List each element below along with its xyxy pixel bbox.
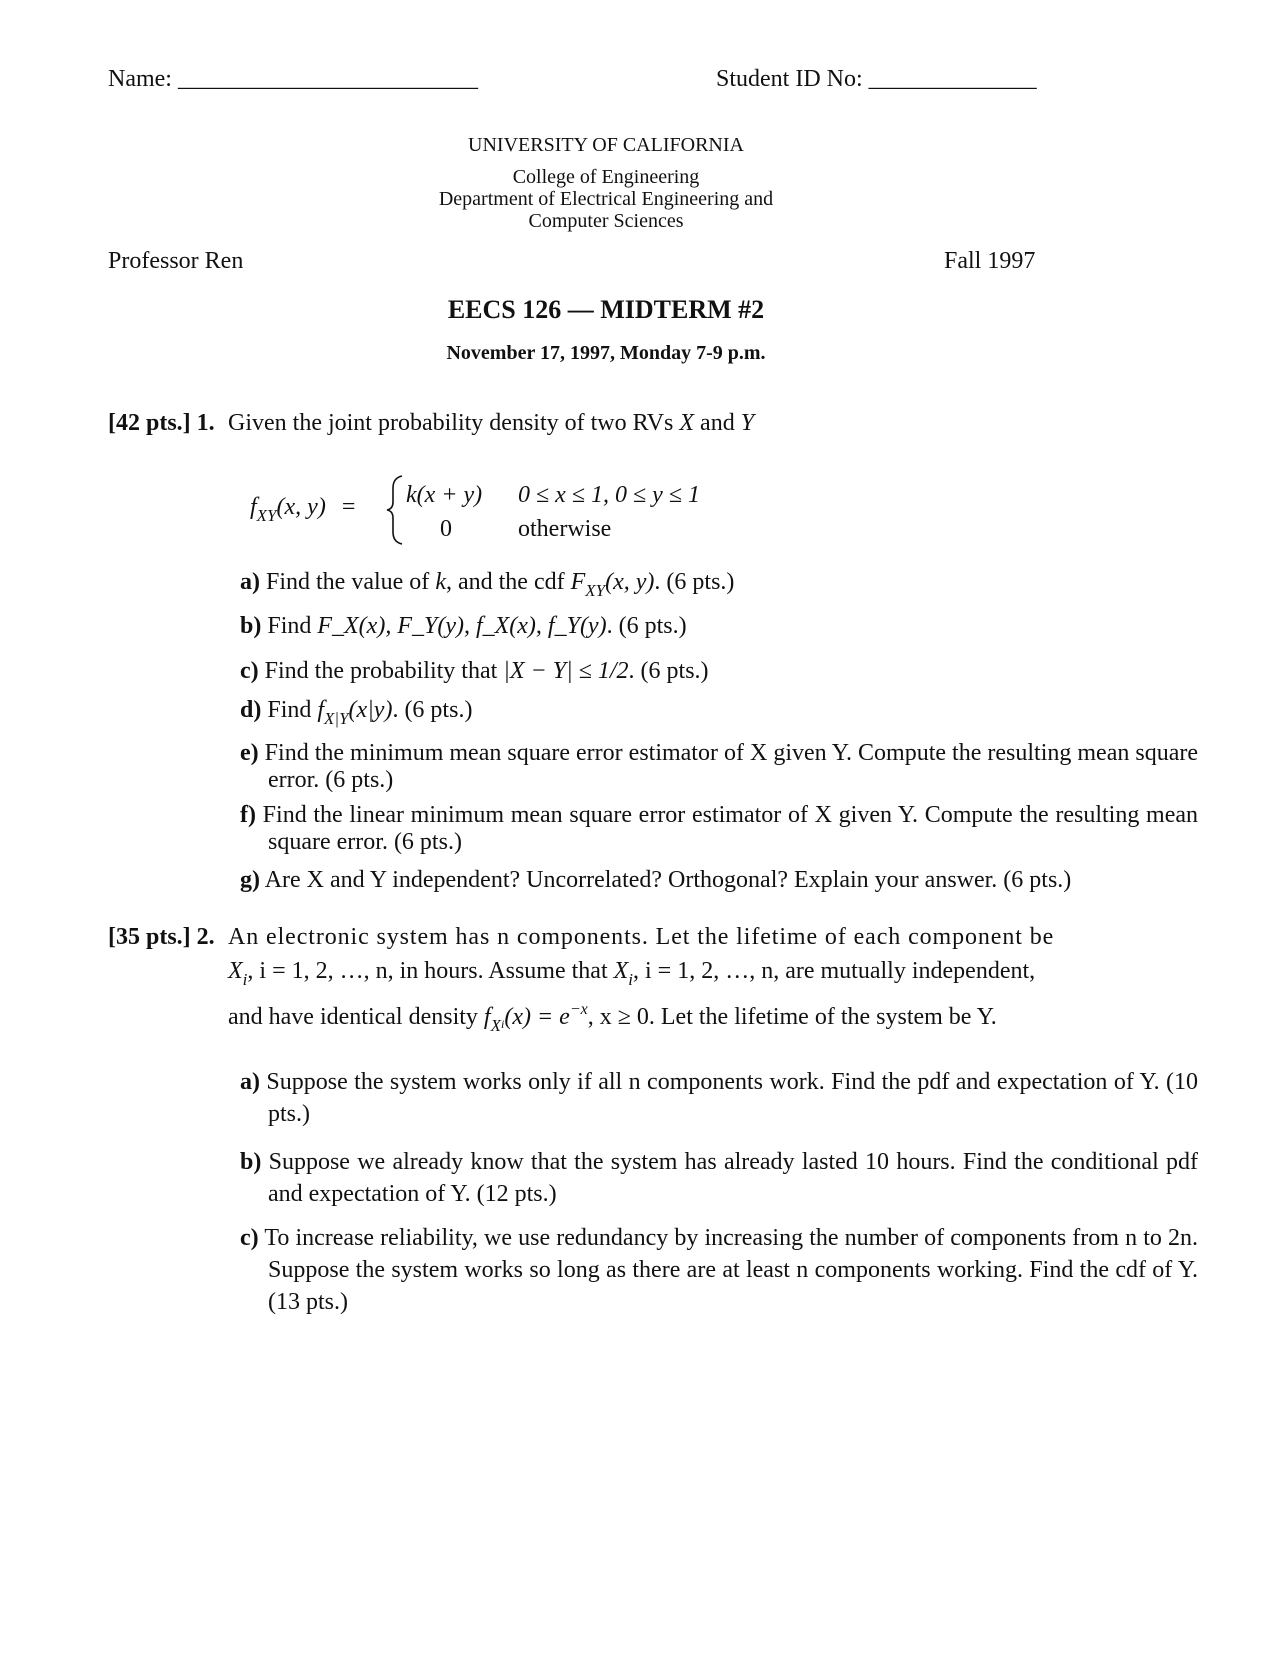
name-label: Name:	[108, 66, 172, 92]
name-blank: _________________________	[177, 66, 478, 92]
exam-title: EECS 126 — MIDTERM #2	[447, 295, 765, 324]
q2-line-2: $X_i$, i = 1, 2, …, n, in hours. Assume that $X_i$, i = 1, 2, …, n, are mutually independent,	[228, 958, 1036, 989]
exam-date: November 17, 1997, Monday 7-9 p.m.	[446, 342, 766, 364]
q2-part-b: b) Suppose we already know that the system has already lasted 10 hours. Find the conditional pdf and expectation of Y. (12 pts.)	[240, 1149, 1198, 1207]
q1-part-c: c) Find the probability that |X − Y| ≤ 1/2. (6 pts.)	[240, 658, 709, 684]
q1-part-g: g) Are X and Y independent? Uncorrelated? Orthogonal? Explain your answer. (6 pts.)	[240, 867, 1072, 893]
case1-expression: k(x + y)	[406, 482, 483, 508]
q2-part-c: c) To increase reliability, we use redundancy by increasing the number of components from n to 2n. Suppose the system works so long as there are at least n components working. Find the cdf of Y. (13 pts.)	[240, 1225, 1198, 1315]
college-name: College of Engineering	[512, 166, 700, 188]
name-field	[108, 66, 478, 93]
department-line-2: Computer Sciences	[528, 210, 684, 232]
q1-part-a: a) Find the value of k, and the cdf $F_{XY}(x$, y). (6 pts.)	[240, 569, 735, 600]
term: Fall 1997	[944, 248, 1036, 274]
piecewise-brace	[384, 474, 408, 546]
student-id-label: Student ID No:	[716, 66, 863, 92]
q2-line-3: and have identical density $f_Xi(x) = e^{-x}$, x ≥ 0. Let the lifetime of the system be Y.	[228, 1001, 997, 1035]
density-lhs: $f_{XY}(x$, y) =	[250, 494, 356, 525]
student-id-blank: ______________	[868, 66, 1037, 92]
q1-part-d: d) Find $f_{X|Y}(x|y)$. (6 pts.)	[240, 697, 473, 728]
q2-part-a: a) Suppose the system works only if all n components work. Find the pdf and expectation of Y. (10 pts.)	[240, 1069, 1198, 1127]
case2-condition: otherwise	[518, 516, 612, 542]
q1-part-b: b) Find F_X(x), F_Y(y), f_X(x), f_Y(y). (6 pts.)	[240, 613, 687, 639]
professor-name: Professor Ren	[108, 248, 244, 274]
case2-expression: 0	[440, 516, 452, 542]
student-id-field	[716, 66, 1037, 93]
q2-line-1: An electronic system has n components. Let the lifetime of each component be	[228, 924, 1055, 950]
q2-points: [35 pts.] 2.	[108, 924, 215, 950]
q1-points: [42 pts.] 1.	[108, 410, 215, 436]
department-line-1: Department of Electrical Engineering and	[438, 188, 774, 210]
university-name: UNIVERSITY OF CALIFORNIA	[468, 134, 744, 156]
q1-part-e: e) Find the minimum mean square error estimator of X given Y. Compute the resulting mean square error. (6 pts.)	[240, 740, 1198, 793]
q1-part-f: f) Find the linear minimum mean square error estimator of X given Y. Compute the resulting mean square error. (6 pts.)	[240, 802, 1199, 855]
q1-intro: Given the joint probability density of two RVs X and Y	[228, 410, 755, 436]
case1-condition: 0 ≤ x ≤ 1, 0 ≤ y ≤ 1	[518, 482, 700, 508]
